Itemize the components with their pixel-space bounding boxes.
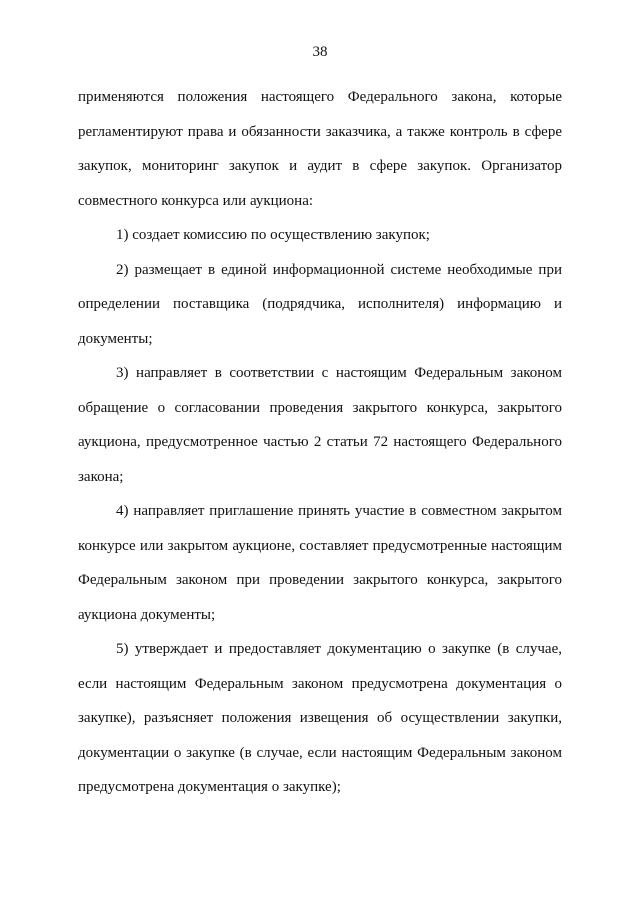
list-item-5: 5) утверждает и предоставляет документацию о закупке (в случае, если настоящим Федеральным законом предусмотрена документация о закупке), разъясняет положения извещения об осуществлении закупки, документации о закупке (в случае, если настоящим Федеральным законом предусмотрена документация о закупке);	[78, 641, 562, 795]
list-item-3: 3) направляет в соответствии с настоящим Федеральным законом обращение о согласовании проведения закрытого конкурса, закрытого аукциона, предусмотренное частью 2 статьи 72 настоящего Федерального закона;	[78, 365, 562, 485]
list-item-1: 1) создает комиссию по осуществлению закупок;	[116, 227, 430, 243]
list-item-4: 4) направляет приглашение принять участие в совместном закрытом конкурсе или закрытом аукционе, составляет предусмотренные настоящим Федеральным законом при проведении закрытого конкурса, закрытого аукциона документы;	[78, 503, 562, 623]
list-item-2: 2) размещает в единой информационной системе необходимые при определении поставщика (подрядчика, исполнителя) информацию и документы;	[78, 261, 562, 347]
page-number: 38	[312, 44, 328, 60]
paragraph-intro: применяются положения настоящего Федерального закона, которые регламентируют права и обязанности заказчика, а также контроль в сфере закупок, мониторинг закупок и аудит в сфере закупок. Организатор совместного конкурса или аукциона:	[78, 89, 562, 209]
document-body	[78, 80, 562, 805]
